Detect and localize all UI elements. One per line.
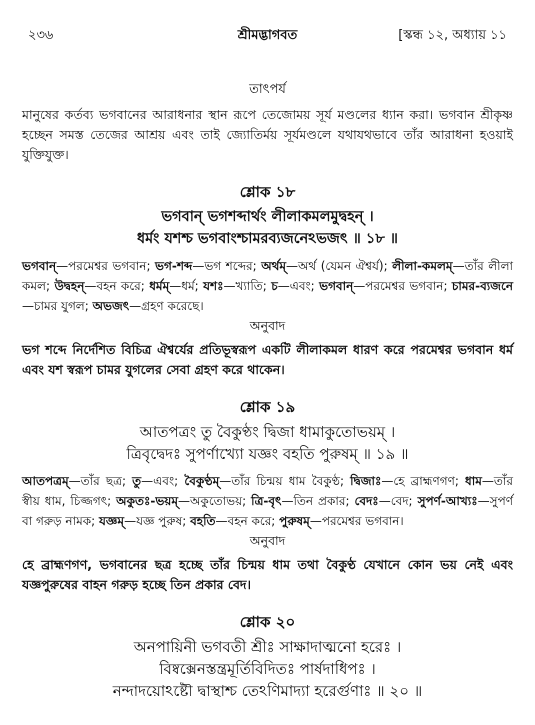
synonym-meaning: —সুপর্ণ বা গরুড় নামক;: [22, 494, 513, 528]
synonym-word: ধর্মম্: [149, 279, 170, 293]
synonym-meaning: —এবং;: [141, 474, 185, 488]
book-title: শ্রীমদ্ভাগবত: [237, 28, 298, 43]
verse-19-synonyms: [22, 471, 513, 531]
synonym-word: ত্রি-বৃৎ: [251, 494, 282, 508]
synonym-word: উদ্বহন্: [54, 279, 85, 293]
synonym-meaning: —এবং;: [277, 279, 320, 293]
synonym-word: চামর-ব্যজনে: [451, 279, 513, 293]
page-number: ২৩৬: [28, 28, 54, 43]
synonym-meaning: —চামর যুগল;: [22, 299, 93, 313]
verse-18-heading: শ্লোক ১৮: [239, 183, 296, 201]
synonym-word: ভগবান্: [22, 259, 57, 273]
synonym-word: চ: [271, 279, 278, 293]
synonym-meaning: —তিন প্রকার;: [281, 494, 355, 508]
verse-20-heading: শ্লোক ২০: [239, 613, 296, 631]
synonym-word: অর্থম্: [261, 259, 287, 273]
synonym-word: যজ্ঞম্: [99, 514, 125, 528]
synonym-meaning: —খ্যাতি;: [223, 279, 272, 293]
synonym-meaning: —গ্রহণ করেছে।: [129, 299, 204, 313]
verse-19-line-2: ত্রিবৃদ্বেদঃ সুপর্ণাখ্যো যজ্ঞং বহতি পুরুষম্ ॥ ১৯ ॥: [126, 445, 409, 463]
synonym-meaning: —পরমেশ্বর ভগবান;: [56, 259, 156, 273]
synonym-meaning: —অকুতোভয়;: [178, 494, 252, 508]
synonym-meaning: —পরমেশ্বর ভগবান;: [353, 279, 452, 293]
synonym-meaning: —বেদ;: [378, 494, 418, 508]
synonym-word: বেদঃ: [354, 494, 379, 508]
synonym-word: আতপত্রম্: [22, 474, 69, 488]
synonym-word: লীলা-কমলম্: [392, 259, 453, 273]
synonym-meaning: —হে ব্রাহ্মণগণ;: [381, 474, 466, 488]
verse-18-synonyms: [22, 256, 513, 316]
verse-20-line-3: নন্দাদয়োঽষ্টৌ দ্বাস্থাশ্চ তেঽণিমাদ্যা হরের্গুণাঃ ॥ ২০ ॥: [112, 682, 423, 700]
synonym-meaning: —ভগ শব্দের;: [192, 259, 262, 273]
verse-19-translation-heading: অনুবাদ: [249, 533, 286, 548]
chapter-reference: [স্কন্ধ ১২, অধ্যায় ১১: [398, 28, 507, 43]
synonym-meaning: —অর্থ (যেমন ঐশ্বর্য);: [286, 259, 393, 273]
synonym-word: বৈকুণ্ঠম্: [184, 474, 220, 488]
synonym-word: ধাম: [465, 474, 482, 488]
synonym-word: পুরুষম্: [279, 514, 310, 528]
page-header: [22, 18, 513, 42]
synonym-meaning: —পরমেশ্বর ভগবান।: [309, 514, 404, 528]
verse-19-line-1: আতপত্রং তু বৈকুণ্ঠং দ্বিজা ধামাকুতোভয়ম্ ।: [139, 423, 396, 441]
purport-text: মানুষের কর্তব্য ভগবানের আরাধনার স্থান রূপে তেজোময় সূর্য মণ্ডলের ধ্যান করা। ভগবান শ্রীকৃষ্ণ হচ্ছেন সমস্ত তেজের আশ্রয় এবং তাই জ্যোতির্ময় সূর্যমণ্ডলে যথাযথভাবে তাঁর আরাধনা হওয়াই যুক্তিযুক্ত।: [22, 107, 513, 162]
verse-19-translation: হে ব্রাহ্মণগণ, ভগবানের ছত্র হচ্ছে তাঁর চিন্ময় ধাম তথা বৈকুণ্ঠ যেখানে কোন ভয় নেই এবং যজ্ঞপুরুষের বাহন গরুড় হচ্ছে তিন প্রকার বেদ।: [22, 557, 513, 592]
verse-18-translation: ভগ শব্দে নির্দেশিত বিচিত্র ঐশ্বর্যের প্রতিভূস্বরূপ একটি লীলাকমল ধারণ করে পরমেশ্বর ভগবান ধর্ম এবং যশ স্বরূপ চামর যুগলের সেবা গ্রহণ করে থাকেন।: [22, 342, 513, 377]
synonym-word: অকুতঃ-ভয়ম্: [116, 494, 179, 508]
synonym-word: সুপর্ণ-আখ্যঃ: [417, 494, 478, 508]
synonym-meaning: —ধর্ম;: [169, 279, 204, 293]
synonym-meaning: —যজ্ঞ পুরুষ;: [124, 514, 191, 528]
verse-19-heading: শ্লোক ১৯: [239, 398, 296, 416]
synonym-word: তু: [132, 474, 142, 488]
synonym-meaning: —তাঁর লীলা কমল;: [22, 259, 514, 293]
synonym-word: যশঃ: [203, 279, 224, 293]
synonym-word: বহতি: [190, 514, 216, 528]
verse-18-translation-heading: অনুবাদ: [249, 318, 286, 333]
purport-heading: তাৎপর্য: [249, 82, 286, 97]
verse-20-line-1: অনপায়িনী ভগবতী শ্রীঃ সাক্ষাদাত্মনো হরেঃ ।: [133, 638, 402, 656]
synonym-word: ভগবান্: [319, 279, 354, 293]
synonym-word: অভজৎ: [92, 299, 130, 313]
synonym-meaning: —বহন করে;: [215, 514, 280, 528]
synonym-meaning: —তাঁর ছত্র;: [68, 474, 133, 488]
verse-20-line-2: বিষ্বক্সেনস্তন্ত্রমূর্তিবিদিতঃ পার্ষদাধিপঃ ।: [159, 660, 376, 678]
synonym-meaning: —তাঁর স্বীয় ধাম, চিজ্জগৎ;: [22, 474, 513, 508]
synonym-meaning: —বহন করে;: [84, 279, 150, 293]
verse-18-line-1: ভগবান্ ভগশব্দার্থং লীলাকমলমুদ্বহন্ ।: [161, 209, 374, 225]
synonym-meaning: —তাঁর চিন্ময় ধাম বৈকুণ্ঠ;: [219, 474, 351, 488]
verse-18-line-2: ধর্মং যশশ্চ ভগবাংশ্চামরব্যজনেঽভজৎ ॥ ১৮ ॥: [136, 231, 398, 247]
synonym-word: দ্বিজাঃ: [350, 474, 382, 488]
synonym-word: ভগ-শব্দ: [155, 259, 193, 273]
